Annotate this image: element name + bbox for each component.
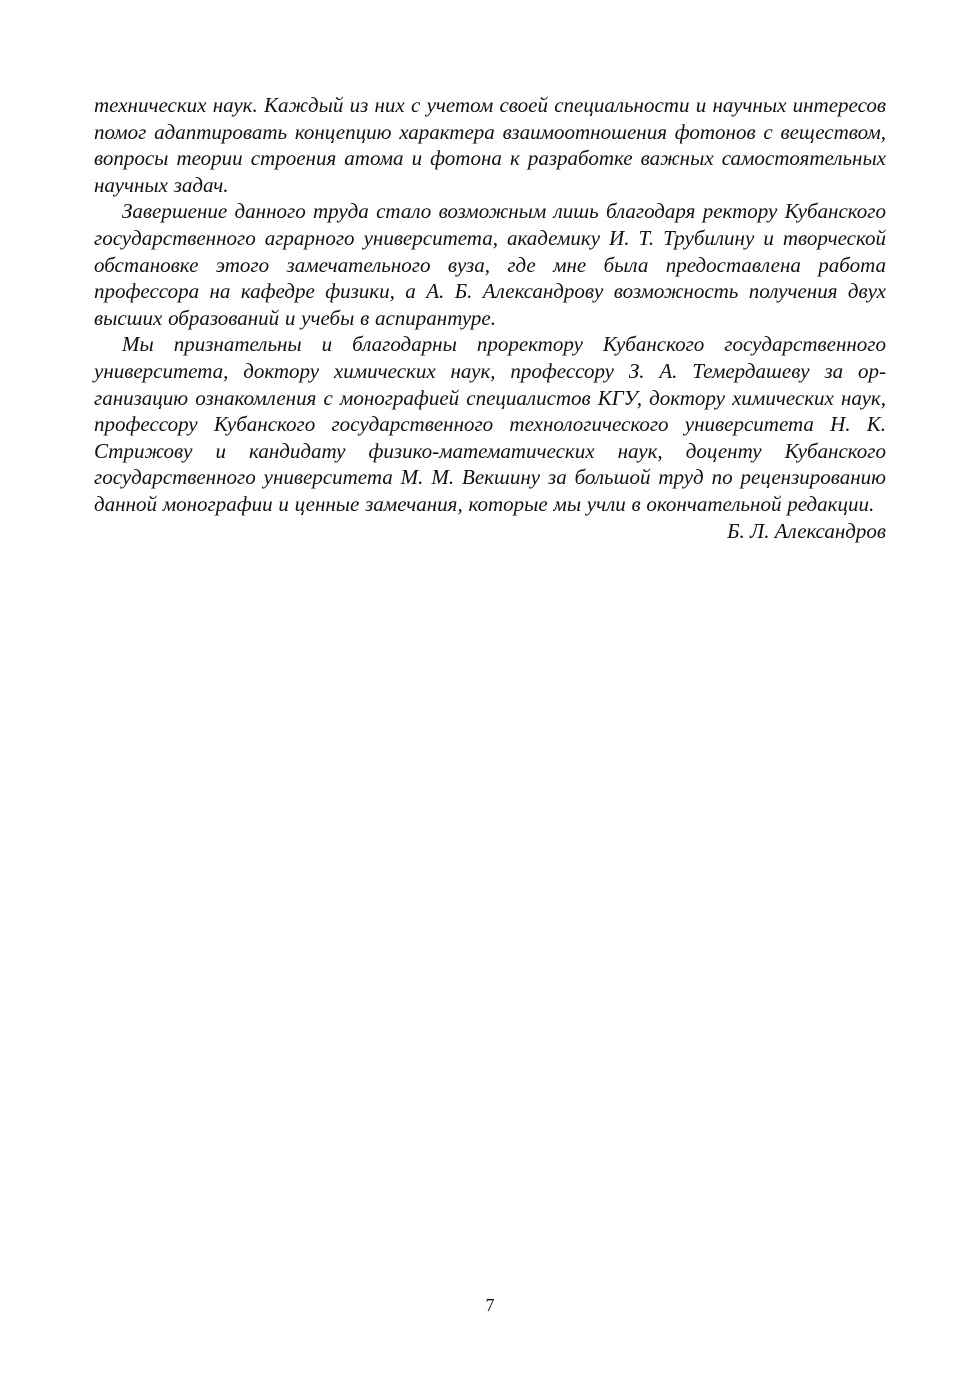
page-content: [94, 92, 886, 544]
author-signature: Б. Л. Александров: [727, 518, 886, 543]
paragraph-acknowledgement-rector: Завершение данного труда стало возможным лишь благодаря ректору Кубанского государственного аграрного университета, академику И. Т. Трубилину и творческой обстановке этого замечательного вуза, где мне была предоставлена работа профессора на кафедре физики, а А. Б. Александрову возможность получения двух высших образований и учебы в аспирантуре.: [94, 199, 886, 330]
page-number: 7: [485, 1295, 495, 1315]
paragraph-continuation: технических наук. Каждый из них с учетом своей специальности и научных интересов помог адаптировать концепцию характера взаимоотношения фотонов с веществом, вопросы теории строения атома и фотона к разработке важных самостоятельных научных задач.: [94, 93, 886, 197]
paragraph-acknowledgement-reviewers: Мы признательны и благодарны проректору Кубанского государственного университета, доктору химических наук, профессору З. А. Темердашеву за организацию ознакомления с монографией специалистов КГУ, доктору химических наук, профессору Кубанского государственного технологического университета Н. К. Стрижову и кандидату физико-математических наук, доценту Кубанского государственного университета М. М. Векшину за большой труд по рецензированию данной монографии и ценные замечания, которые мы учли в окончательной редакции.: [94, 332, 886, 516]
